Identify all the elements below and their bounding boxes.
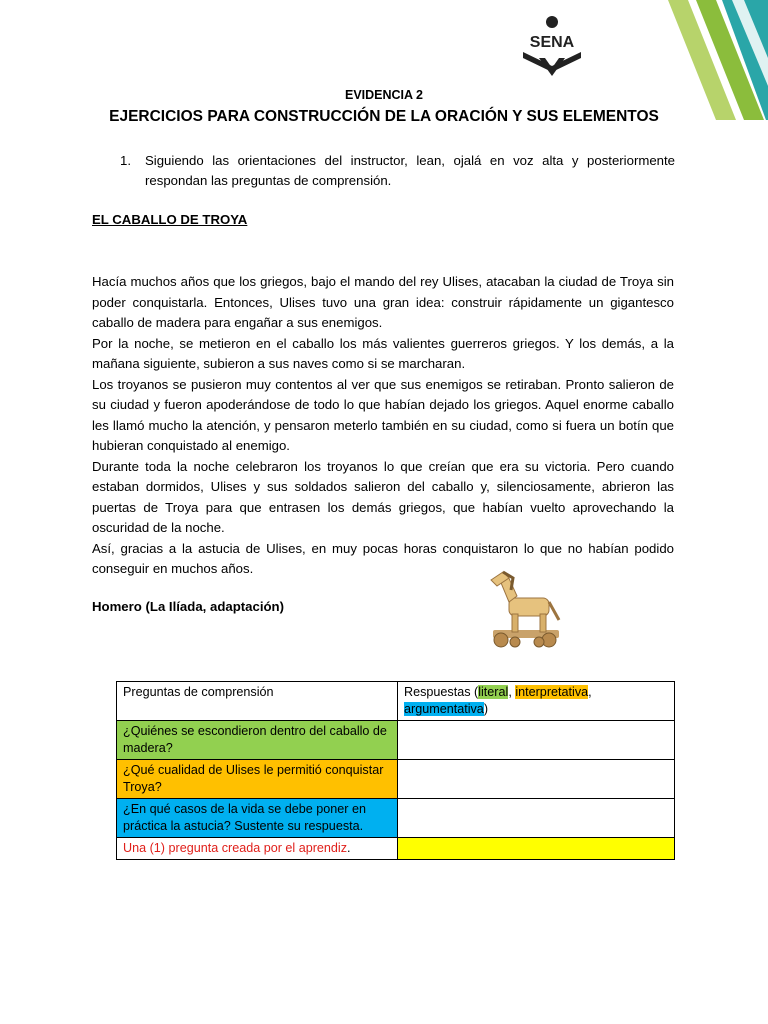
story-paragraph: Hacía muchos años que los griegos, bajo el mando del rey Ulises, atacaban la ciudad de Troya sin poder conquistarla. Entonces, Ulises tuvo una gran idea: construir rápidamente un gigantesco caballo de madera para engañar a sus enemigos. (92, 274, 674, 330)
story-paragraph: Así, gracias a la astucia de Ulises, en muy pocas horas conquistaron lo que no habían podido conseguir en muchos años. (92, 540, 674, 576)
table-row (117, 721, 675, 760)
question-literal: ¿Quiénes se escondieron dentro del caballo de madera? (117, 721, 398, 760)
instruction-number: 1. (120, 153, 131, 168)
story-body (92, 272, 674, 580)
answer-cell[interactable] (398, 799, 675, 838)
separator: , (588, 685, 592, 699)
trojan-horse-image (485, 568, 565, 652)
answers-header-prefix: Respuestas ( (404, 685, 479, 699)
evidence-label: EVIDENCIA 2 (344, 88, 424, 102)
interpretative-tag: interpretativa (515, 685, 589, 699)
instruction-text: Siguiendo las orientaciones del instructor, lean, ojalá en voz alta y posteriormente respondan las preguntas de comprensión. (145, 153, 675, 188)
answers-header-close: ) (483, 702, 489, 716)
question-argumentative: ¿En qué casos de la vida se debe poner en práctica la astucia? Sustente su respuesta. (117, 799, 398, 838)
story-paragraph: Los troyanos se pusieron muy contentos al ver que sus enemigos se retiraban. Pronto salieron de su ciudad y fueron apoderándose de todo lo que habían dejado los griegos. Aquel enorme caballo les llamó mucho la atención, y pensaron meterlo también en su ciudad, como si fuera un botín que hubieran conquistado al enemigo. (92, 376, 674, 453)
answer-cell[interactable] (398, 721, 675, 760)
table-row (117, 838, 675, 860)
corner-stripes-decoration (608, 0, 768, 120)
argumentative-tag: argumentativa (404, 702, 484, 716)
page-title: EJERCICIOS PARA CONSTRUCCIÓN DE LA ORACIÓN Y SUS ELEMENTOS (109, 108, 659, 125)
questions-header: Preguntas de comprensión (117, 682, 398, 721)
table-header-row (117, 682, 675, 721)
table-row (117, 799, 675, 838)
answers-header (398, 682, 675, 721)
story-paragraph: Por la noche, se metieron en el caballo los más valientes guerreros griegos. Y los demás, a la mañana siguiente, subieron a sus naves como si se marcharan. (92, 335, 674, 371)
student-question-cell (117, 838, 398, 860)
story-title: EL CABALLO DE TROYA (92, 212, 248, 227)
separator: , (508, 685, 516, 699)
sena-logo-text: SENA (529, 34, 575, 51)
question-interpretative: ¿Qué cualidad de Ulises le permitió conquistar Troya? (117, 760, 398, 799)
student-answer-cell[interactable] (398, 838, 675, 860)
answer-cell[interactable] (398, 760, 675, 799)
comprehension-table (116, 681, 675, 860)
student-question-period: . (347, 841, 351, 855)
table-row (117, 760, 675, 799)
literal-tag: literal (478, 685, 509, 699)
story-paragraph: Durante toda la noche celebraron los troyanos lo que creían que era su victoria. Pero cuando estaban dormidos, Ulises y sus soldados salieron del caballo y, silenciosamente, abrieron las puertas de Troya para que entrasen los demás griegos, que habían vuelto aprovechando la oscuridad de la noche. (92, 458, 674, 535)
story-author: Homero (La Ilíada, adaptación) (92, 599, 284, 614)
student-question-text: Una (1) pregunta creada por el aprendiz (123, 841, 348, 855)
sena-logo (519, 14, 585, 76)
